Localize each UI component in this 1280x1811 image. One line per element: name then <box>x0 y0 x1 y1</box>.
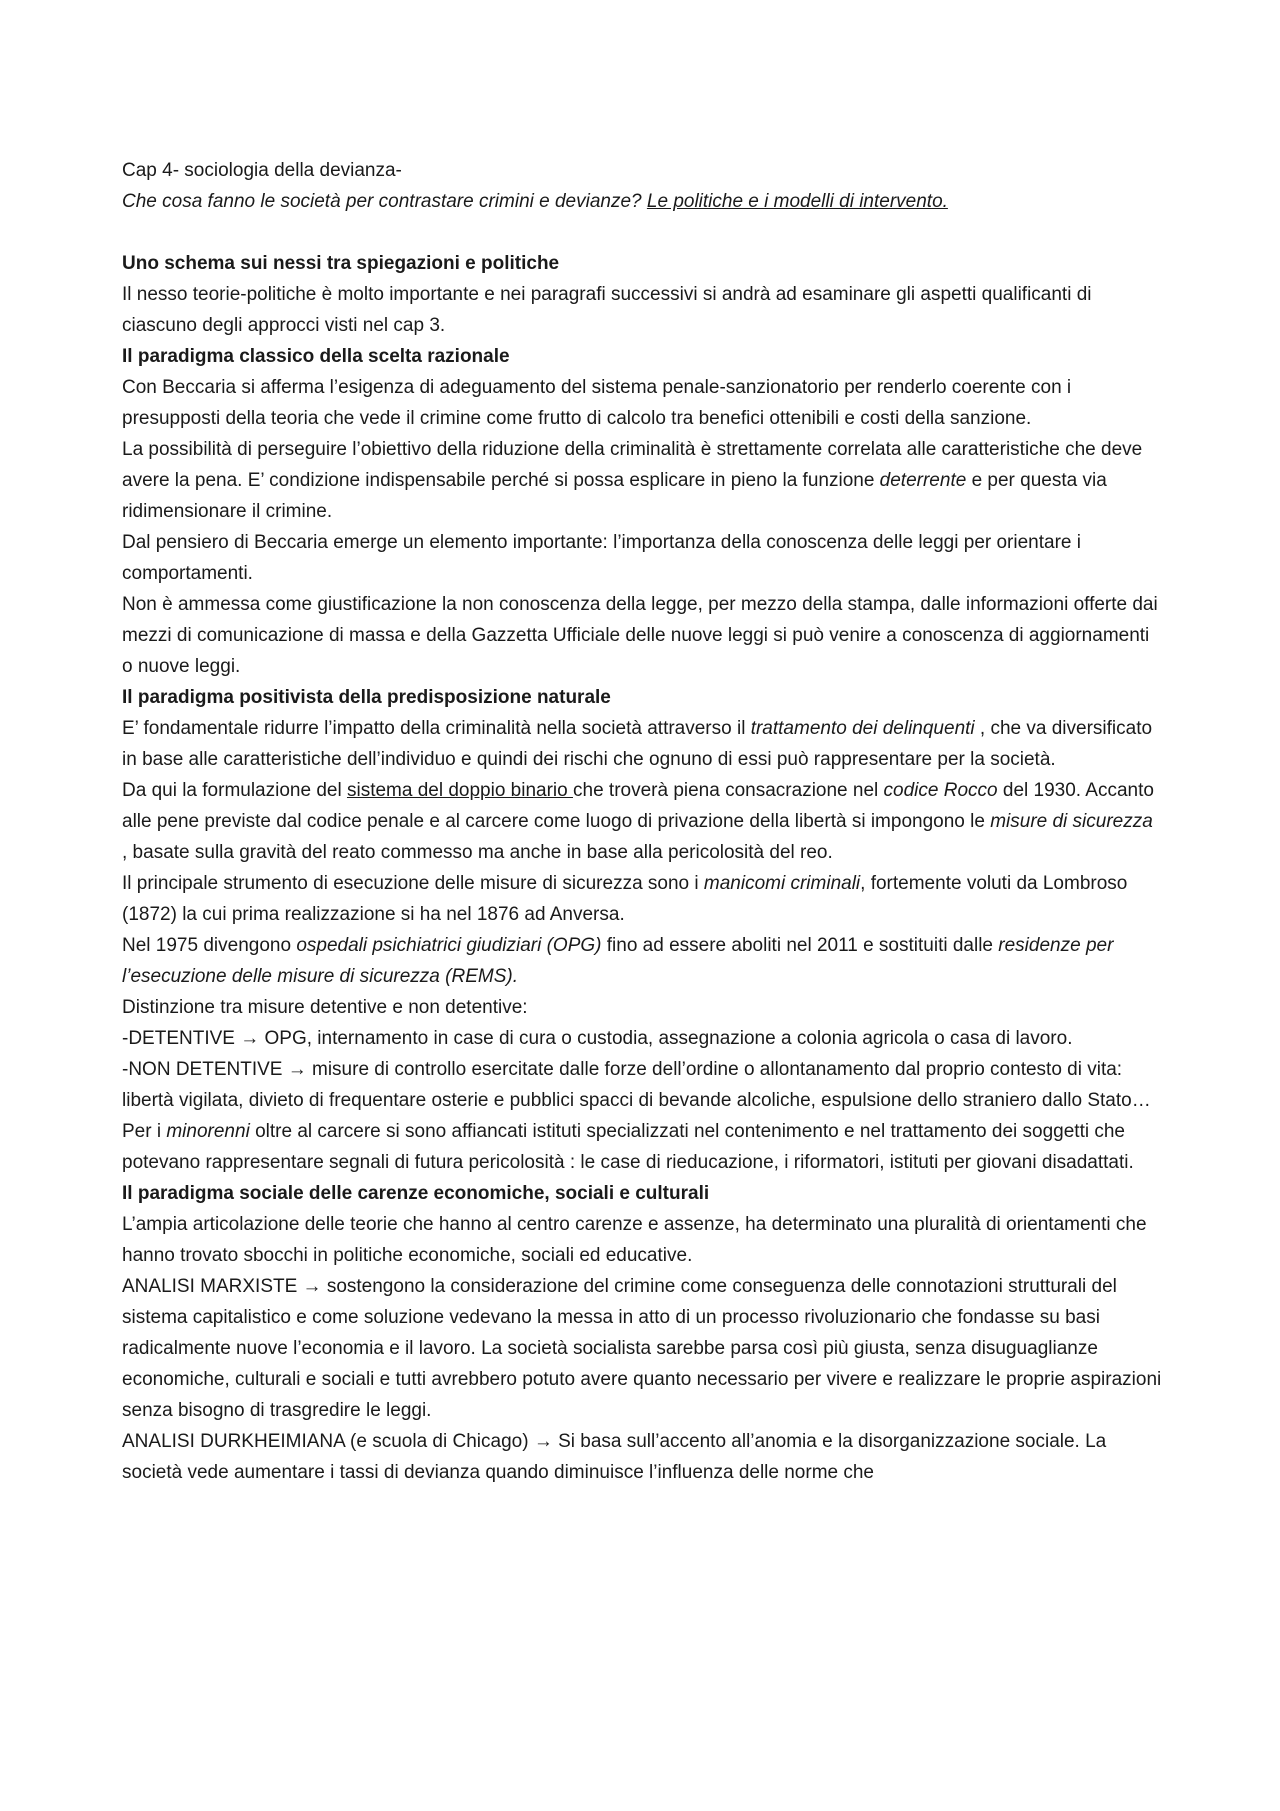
section-heading-classico: Il paradigma classico della scelta razionale <box>122 346 510 367</box>
paragraph <box>122 1426 1162 1488</box>
paragraph <box>122 868 1162 930</box>
paragraph <box>122 1116 1162 1178</box>
italic-term: residenze per l’esecuzione delle misure di sicurezza (REMS). <box>122 935 1114 987</box>
italic-term: minorenni <box>166 1121 250 1142</box>
paragraph: Distinzione tra misure detentive e non detentive: <box>122 997 528 1018</box>
text-run: e per questa via ridimensionare il crimine. <box>122 470 1107 522</box>
paragraph <box>122 930 1162 992</box>
text-run: -NON DETENTIVE <box>122 1059 288 1080</box>
text-run: , fortemente voluti da Lombroso (1872) la cui prima realizzazione si ha nel 1876 ad Anversa. <box>122 873 1128 925</box>
text-run: , basate sulla gravità del reato commesso ma anche in base alla pericolosità del reo. <box>122 842 833 863</box>
text-run: fino ad essere aboliti nel 2011 e sostituiti dalle <box>601 935 999 956</box>
paragraph <box>122 775 1162 868</box>
arrow-right-icon: → <box>287 1059 307 1080</box>
list-item-non-detentive <box>122 1054 1162 1116</box>
text-run: Nel 1975 divengono <box>122 935 297 956</box>
document-body <box>122 155 1162 1488</box>
text-run: Si basa sull’accento all’anomia e la disorganizzazione sociale. La società vede aumentare i tassi di devianza quando diminuisce l’influenza delle norme che <box>122 1431 1107 1483</box>
text-run: oltre al carcere si sono affiancati istituti specializzati nel contenimento e nel trattamento dei soggetti che potevano rappresentare segnali di futura pericolosità : le case di rieducazione, i riformatori, istituti per giovani disadattati. <box>122 1121 1134 1173</box>
paragraph <box>122 1271 1162 1426</box>
italic-term: misure di sicurezza <box>990 811 1153 832</box>
chapter-subtitle-line <box>122 186 1162 217</box>
paragraph: Non è ammessa come giustificazione la non conoscenza della legge, per mezzo della stampa, dalle informazioni offerte dai mezzi di comunicazione di massa e della Gazzetta Ufficiale delle nuove leggi si può venire a conoscenza di aggiornamenti o nuove leggi. <box>122 594 1158 677</box>
text-run: ANALISI DURKHEIMIANA (e scuola di Chicago) <box>122 1431 534 1452</box>
text-run: -DETENTIVE <box>122 1028 241 1049</box>
section-heading-sociale: Il paradigma sociale delle carenze economiche, sociali e culturali <box>122 1183 710 1204</box>
text-run: sostengono la considerazione del crimine come conseguenza delle connotazioni strutturali del sistema capitalistico e come soluzione vedevano la messa in atto di un processo rivoluzionario che fondasse su basi radicalmente nuove l’economia e il lavoro. La società socialista sarebbe parsa così più giusta, senza disuguaglianze economiche, culturali e sociali e tutti avrebbero potuto avere quanto necessario per vivere e realizzare le proprie aspirazioni senza bisogno di trasgredire le leggi. <box>122 1276 1162 1421</box>
text-run: Il principale strumento di esecuzione delle misure di sicurezza sono i <box>122 873 704 894</box>
italic-term: manicomi criminali <box>703 873 861 894</box>
text-run: , che va diversificato in base alle caratteristiche dell’individuo e quindi dei rischi che ognuno di essi può rappresentare per la società. <box>122 718 1153 770</box>
text-run: misure di controllo esercitate dalle forze dell’ordine o allontanamento dal proprio contesto di vita: libertà vigilata, divieto di frequentare osterie e pubblici spacci di bevande alcoliche, espulsione dello straniero dallo Stato… <box>122 1059 1151 1111</box>
section-heading-positivista: Il paradigma positivista della predisposizione naturale <box>122 687 611 708</box>
section-heading-schema: Uno schema sui nessi tra spiegazioni e politiche <box>122 253 560 274</box>
paragraph: Dal pensiero di Beccaria emerge un elemento importante: l’importanza della conoscenza delle leggi per orientare i comportamenti. <box>122 532 1081 584</box>
list-item-detentive <box>122 1023 1162 1054</box>
arrow-right-icon: → <box>533 1431 553 1452</box>
text-run: OPG, internamento in case di cura o custodia, assegnazione a colonia agricola o casa di lavoro. <box>259 1028 1073 1049</box>
arrow-right-icon: → <box>302 1276 322 1297</box>
text-run: che troverà piena consacrazione nel <box>573 780 884 801</box>
text-run: del 1930. Accanto alle pene previste dal codice penale e al carcere come luogo di privazione della libertà si impongono le <box>122 780 1154 832</box>
text-run: La possibilità di perseguire l’obiettivo della riduzione della criminalità è strettamente correlata alle caratteristiche che deve avere la pena. E’ condizione indispensabile perché si possa esplicare in pieno la funzione <box>122 439 1143 491</box>
underlined-term: sistema del doppio binario <box>346 780 573 801</box>
paragraph: Il nesso teorie-politiche è molto importante e nei paragrafi successivi si andrà ad esaminare gli aspetti qualificanti di ciascuno degli approcci visti nel cap 3. <box>122 284 1092 336</box>
italic-term: trattamento dei delinquenti <box>750 718 975 739</box>
spacer <box>122 217 1162 248</box>
paragraph: L’ampia articolazione delle teorie che hanno al centro carenze e assenze, ha determinato una pluralità di orientamenti che hanno trovato sbocchi in politiche economiche, sociali ed educative. <box>122 1214 1147 1266</box>
chapter-question: Che cosa fanno le società per contrastare crimini e devianze? <box>122 191 642 212</box>
paragraph: Con Beccaria si afferma l’esigenza di adeguamento del sistema penale-sanzionatorio per renderlo coerente con i presupposti della teoria che vede il crimine come frutto di calcolo tra benefici ottenibili e costi della sanzione. <box>122 377 1072 429</box>
text-run: E’ fondamentale ridurre l’impatto della criminalità nella società attraverso il <box>122 718 751 739</box>
paragraph <box>122 434 1162 527</box>
italic-term: codice Rocco <box>883 780 998 801</box>
italic-term: deterrente <box>879 470 967 491</box>
text-run: Per i <box>122 1121 167 1142</box>
text-run: Da qui la formulazione del <box>122 780 347 801</box>
paragraph <box>122 713 1162 775</box>
chapter-title: Cap 4- sociologia della devianza- <box>122 160 402 181</box>
arrow-right-icon: → <box>240 1028 260 1049</box>
text-run: ANALISI MARXISTE <box>122 1276 303 1297</box>
chapter-subtitle: Le politiche e i modelli di intervento. <box>646 191 948 212</box>
italic-term: ospedali psichiatrici giudiziari (OPG) <box>296 935 602 956</box>
